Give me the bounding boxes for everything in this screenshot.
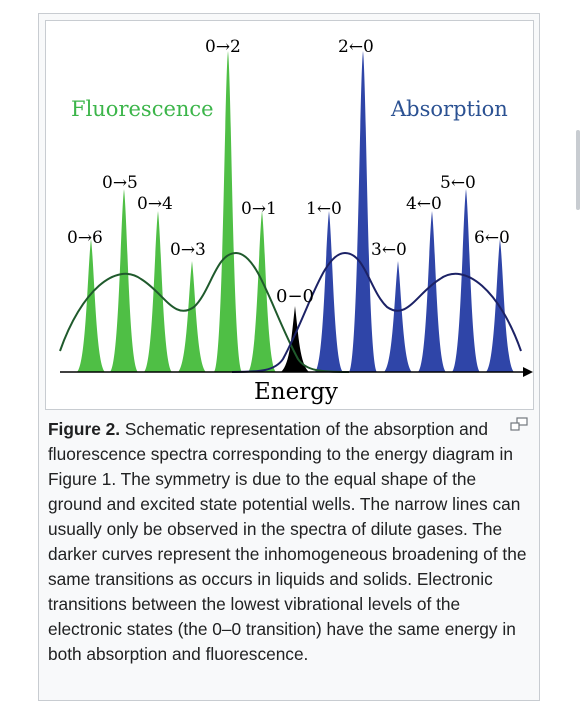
zero-zero-label: 0−0 xyxy=(276,286,314,307)
transition-label-0-1: 0→1 xyxy=(241,199,277,219)
transition-label-3-0: 3←0 xyxy=(371,240,407,260)
figure-caption xyxy=(48,417,530,667)
absorption-line-1-0 xyxy=(315,211,343,372)
transition-label-0-6: 0→6 xyxy=(67,228,103,248)
fluorescence-line-0-2 xyxy=(214,51,242,372)
energy-axis-arrowhead xyxy=(523,367,533,377)
figure-image[interactable] xyxy=(45,20,534,410)
zero-zero-line xyxy=(281,306,309,372)
transition-label-2-0: 2←0 xyxy=(338,37,374,57)
transition-label-5-0: 5←0 xyxy=(440,173,476,193)
scrollbar-thumb[interactable] xyxy=(576,130,580,210)
transition-label-1-0: 1←0 xyxy=(306,199,342,219)
absorption-line-2-0 xyxy=(349,51,377,372)
caption-text: Schematic representation of the absorption and fluorescence spectra corresponding to the energy diagram in Figure 1. The symmetry is due to the equal shape of the ground and excited state potential wells. The narrow lines can usually only be observed in the spectra of dilute gases. The darker curves represent the inhomogeneous broadening of the same transitions as occurs in liquids and solids. Electronic transitions between the lowest vibrational levels of the electronic states (the 0–0 transition) have the same energy in both absorption and fluorescence. xyxy=(48,419,527,664)
transition-label-0-2: 0→2 xyxy=(205,37,241,57)
fluorescence-label: Fluorescence xyxy=(71,97,214,121)
absorption-line-3-0 xyxy=(384,261,412,372)
transition-label-0-4: 0→4 xyxy=(137,194,173,214)
energy-axis-label: Energy xyxy=(254,379,338,405)
transition-label-4-0: 4←0 xyxy=(406,194,442,214)
fluorescence-line-0-4 xyxy=(144,211,172,372)
absorption-label: Absorption xyxy=(391,97,508,121)
caption-label: Figure 2. xyxy=(48,419,121,439)
fluorescence-line-0-3 xyxy=(178,261,206,372)
transition-label-0-3: 0→3 xyxy=(170,240,206,260)
fluorescence-line-0-5 xyxy=(110,189,138,372)
spectra-diagram xyxy=(46,21,535,411)
transition-label-6-0: 6←0 xyxy=(474,228,510,248)
absorption-line-4-0 xyxy=(418,211,446,372)
transition-label-0-5: 0→5 xyxy=(102,173,138,193)
fluorescence-line-0-1 xyxy=(248,211,276,372)
